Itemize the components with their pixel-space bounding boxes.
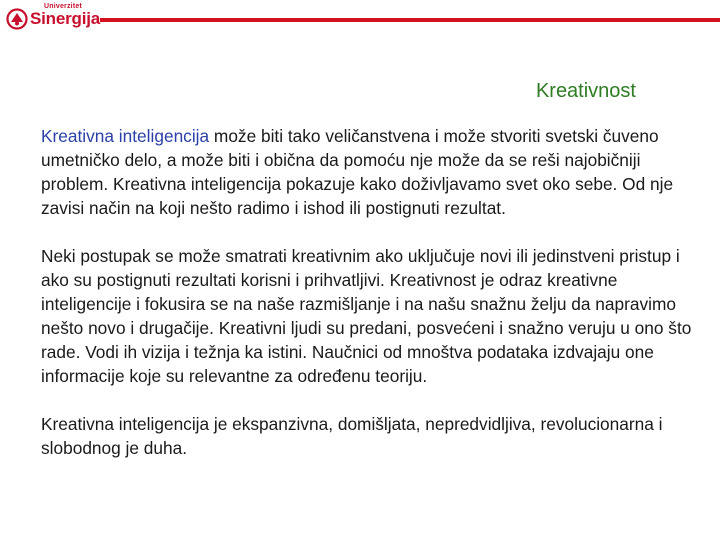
slide-title-row [0, 80, 636, 103]
header-bar [0, 0, 720, 40]
header-divider [100, 18, 720, 22]
paragraph-3: Kreativna inteligencija je ekspanzivna, domišljata, nepredvidljiva, revolucionarna i slobodnog je duha. [41, 414, 663, 458]
slide-body [41, 124, 696, 460]
slide-title: Kreativnost [535, 80, 636, 102]
sinergija-emblem-icon [6, 8, 28, 30]
paragraph-2: Neki postupak se može smatrati kreativnim ako uključuje novi ili jedinstveni pristup i ako su postignuti rezultati korisni i prihvatljivi. Kreativnost je odraz kreativne inteligencije i fokusira se na naše razmišljanje i na našu snažnu želju da napravimo nešto novo i drugačije. Kreativni ljudi su predani, posvećeni i snažno veruju u ono što rade. Vodi ih vizija i težnja ka istini. Naučnici od mnoštva podataka izdvajaju one informacije koje su relevantne za određenu teoriju. [41, 246, 692, 386]
paragraph-1 [41, 124, 696, 220]
university-logo [6, 2, 101, 32]
highlighted-term: Kreativna inteligencija [41, 126, 210, 146]
logo-university-label: Univerzitet [44, 3, 82, 10]
logo-name: Sinergija [30, 9, 101, 28]
paragraph-1-text: može biti tako veličanstvena i može stvoriti svetski čuveno umetničko delo, a može biti i obična da pomoću nje može da se reši najobičniji problem. Kreativna inteligencija pokazuje kako doživljavamo svet oko sebe. Od nje zavisi način na koji nešto radimo i ishod ili postignuti rezultat. [41, 126, 674, 218]
